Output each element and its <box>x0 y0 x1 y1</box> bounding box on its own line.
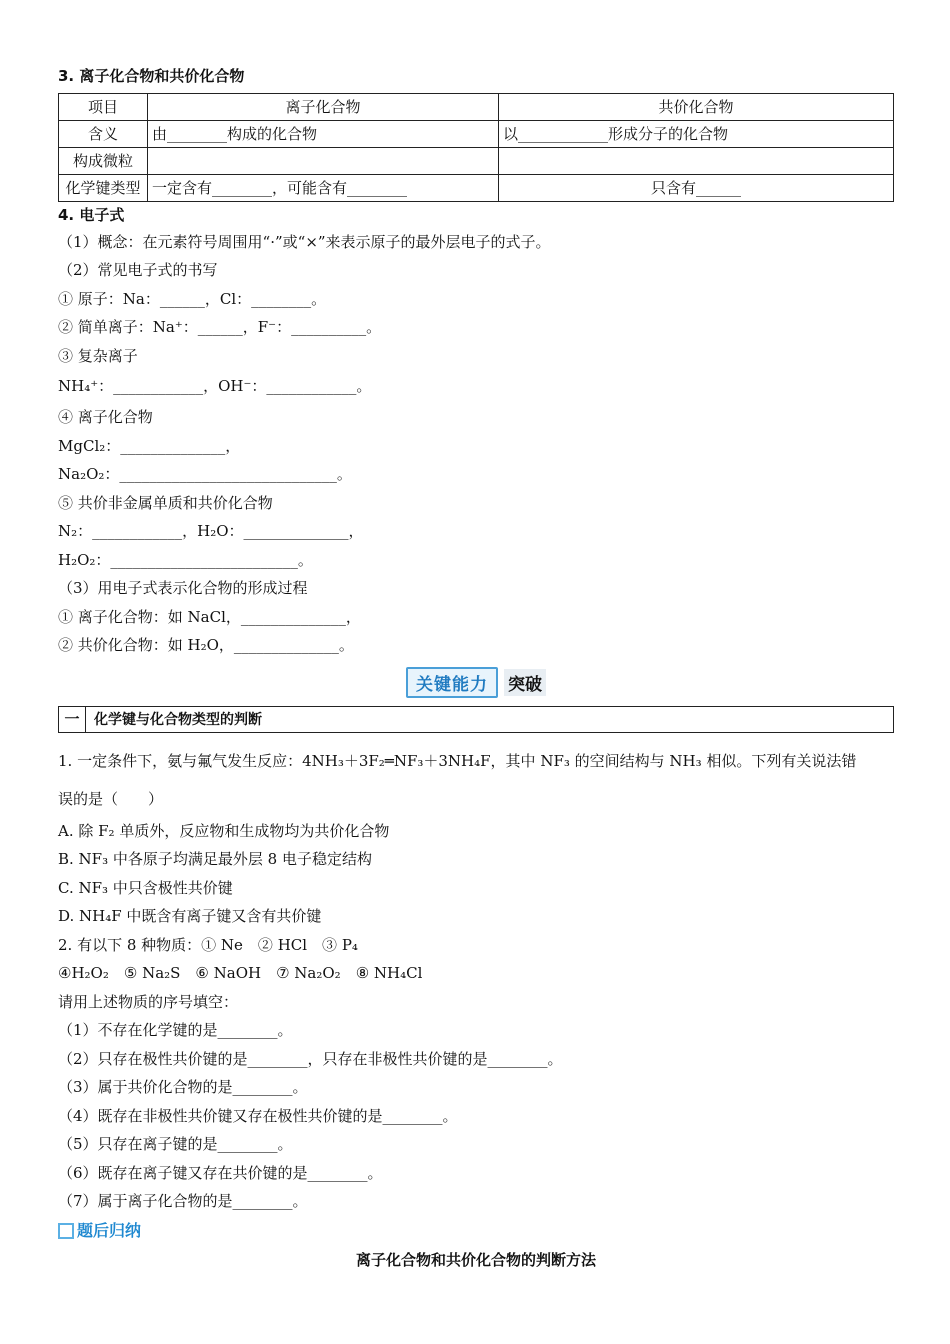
text-line: ⑤ 共价非金属单质和共价化合物 <box>58 493 273 512</box>
text-line: 2. 有以下 8 种物质：① Ne ② HCl ③ P₄ <box>58 935 358 954</box>
section-heading-box <box>58 706 894 733</box>
section-4-body <box>58 228 894 660</box>
compound-table <box>58 93 894 202</box>
table-header: 项目 <box>59 93 148 120</box>
banner-suffix: 突破 <box>504 669 546 696</box>
text-line: N₂：____________，H₂O：______________， <box>58 522 364 540</box>
text-line: ① 原子：Na：______，Cl：________。 <box>58 289 327 308</box>
table-header-row <box>59 93 894 120</box>
table-cell: 一定含有________，可能含有________ <box>148 174 499 201</box>
option-a: A. 除 F₂ 单质外，反应物和生成物均为共价化合物 <box>58 821 390 840</box>
method-title: 离子化合物和共价化合物的判断方法 <box>355 1250 596 1269</box>
document-page <box>58 62 894 1274</box>
checkbox-square-icon <box>58 1223 74 1239</box>
table-cell: 以____________形成分子的化合物 <box>499 120 894 147</box>
key-ability-banner <box>58 660 894 706</box>
table-cell: 由________构成的化合物 <box>148 120 499 147</box>
question-stem: 误的是（ ） <box>58 789 164 808</box>
text-line: （2）常见电子式的书写 <box>58 261 218 279</box>
text-line: （6）既存在离子键又存在共价键的是________。 <box>58 1163 383 1182</box>
text-line: （1）不存在化学键的是________。 <box>58 1021 293 1039</box>
text-line: ① 离子化合物：如 NaCl，______________， <box>58 607 361 626</box>
text-line: ④H₂O₂ ⑤ Na₂S ⑥ NaOH ⑦ Na₂O₂ ⑧ NH₄Cl <box>58 964 423 982</box>
option-c: C. NF₃ 中只含极性共价键 <box>58 878 233 897</box>
table-cell <box>499 147 894 174</box>
text-line: 请用上述物质的序号填空： <box>58 992 239 1011</box>
text-line: （4）既存在非极性共价键又存在极性共价键的是________。 <box>58 1106 458 1125</box>
option-d: D. NH₄F 中既含有离子键又含有共价键 <box>58 907 322 925</box>
text-line: （3）用电子式表示化合物的形成过程 <box>58 579 308 597</box>
table-cell: 只含有______ <box>499 174 894 201</box>
section-heading: 化学键与化合物类型的判断 <box>94 712 262 728</box>
text-line: ② 共价化合物：如 H₂O，______________。 <box>58 636 354 654</box>
table-cell <box>148 147 499 174</box>
text-line: （3）属于共价化合物的是________。 <box>58 1078 308 1096</box>
option-b: B. NF₃ 中各原子均满足最外层 8 电子稳定结构 <box>58 850 372 868</box>
text-line: H₂O₂：_________________________。 <box>58 550 313 569</box>
section-3-title: 3. 离子化合物和共价化合物 <box>58 67 245 85</box>
table-row <box>59 120 894 147</box>
text-line: ② 简单离子：Na⁺：______，F⁻：__________。 <box>58 318 382 336</box>
table-row <box>59 174 894 201</box>
question-stem: 1. 一定条件下，氨与氟气发生反应：4NH₃＋3F₂═NF₃＋3NH₄F，其中 NF₃ 的空间结构与 NH₃ 相似。下列有关说法错 <box>58 751 857 770</box>
section-number: 一 <box>59 707 86 732</box>
text-line: ④ 离子化合物 <box>58 408 153 426</box>
text-line: ③ 复杂离子 <box>58 346 138 365</box>
summary-label: 题后归纳 <box>77 1220 142 1240</box>
question-1 <box>58 741 894 931</box>
table-header: 离子化合物 <box>148 93 499 120</box>
table-cell: 化学键类型 <box>59 174 148 201</box>
question-2 <box>58 931 894 1216</box>
summary-heading <box>58 1216 894 1246</box>
text-line: Na₂O₂：_____________________________。 <box>58 465 352 483</box>
table-cell: 含义 <box>59 120 148 147</box>
section-4-title: 4. 电子式 <box>58 205 125 224</box>
table-cell: 构成微粒 <box>59 147 148 174</box>
text-line: （1）概念：在元素符号周围用“·”或“×”来表示原子的最外层电子的式子。 <box>58 232 551 251</box>
text-line: （5）只存在离子键的是________。 <box>58 1135 293 1153</box>
table-row <box>59 147 894 174</box>
text-line: （7）属于离子化合物的是________。 <box>58 1192 308 1210</box>
table-header: 共价化合物 <box>499 93 894 120</box>
text-line: MgCl₂：______________， <box>58 436 241 455</box>
text-line: NH₄⁺：____________，OH⁻：____________。 <box>58 377 372 395</box>
banner-label: 关键能力 <box>406 667 498 698</box>
text-line: （2）只存在极性共价键的是________，只存在非极性共价键的是________。 <box>58 1049 563 1068</box>
